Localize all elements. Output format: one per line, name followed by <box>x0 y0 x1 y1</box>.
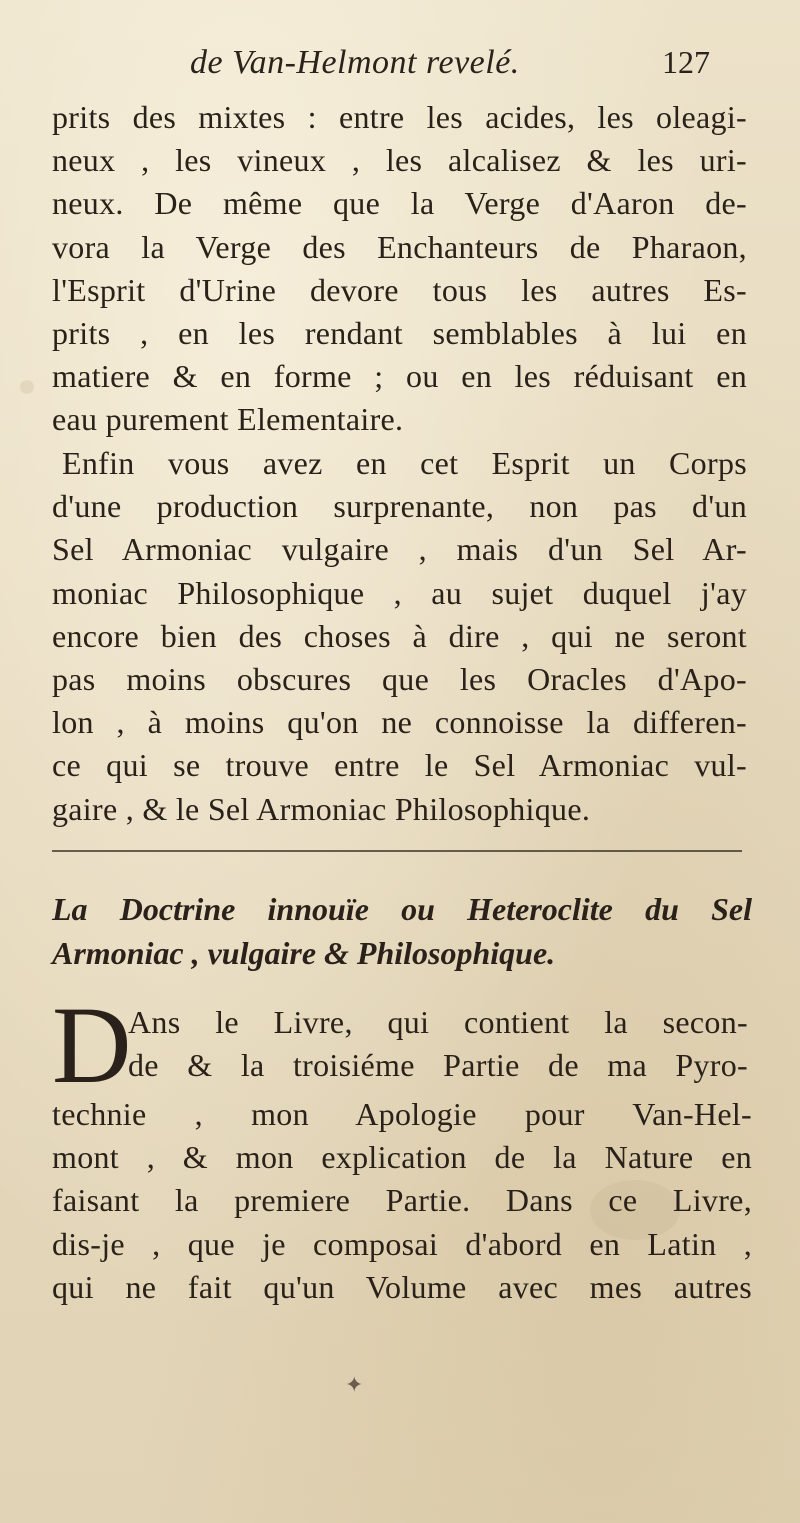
paragraph-3 <box>52 1093 752 1309</box>
text-line: l'Esprit d'Urine devore tous les autres Es- <box>52 271 747 308</box>
drop-cap: D <box>52 984 132 1106</box>
text-line: Sel Armoniac vulgaire , mais d'un Sel Ar- <box>52 531 747 568</box>
text-line: qui ne fait qu'un Volume avec mes autres <box>52 1268 752 1305</box>
page-header <box>190 44 710 90</box>
text-line: technie , mon Apologie pour Van-Hel- <box>52 1096 752 1132</box>
text-line: dis-je , que je composai d'abord en Latin , <box>52 1225 752 1262</box>
text-line: pas moins obscures que les Oracles d'Apo- <box>52 660 747 697</box>
text-line: encore bien des choses à dire , qui ne seront <box>52 617 747 654</box>
paragraph-2 <box>52 442 747 831</box>
text-line: moniac Philosophique , au sujet duquel j'ay <box>52 574 747 611</box>
text-line: ce qui se trouve entre le Sel Armoniac vul- <box>52 747 747 784</box>
paper-stain <box>20 380 34 394</box>
text-line: lon , à moins qu'on ne connoisse la differen- <box>52 704 747 741</box>
text-line: neux. De même que la Verge d'Aaron de- <box>52 185 747 222</box>
page-number: 127 <box>662 44 710 80</box>
text-line: mont , & mon explication de la Nature en <box>52 1139 752 1176</box>
text-line: neux , les vineux , les alcalisez & les uri- <box>52 142 747 179</box>
text-line: eau purement Elementaire. <box>52 401 404 438</box>
heading-line: Armoniac , vulgaire & Philosophique. <box>52 935 556 971</box>
running-title: de Van-Helmont revelé. <box>190 44 520 81</box>
text-line: prits des mixtes : entre les acides, les oleagi- <box>52 99 747 135</box>
text-line: de & la troisiéme Partie de ma Pyro- <box>128 1047 748 1084</box>
heading-line: La Doctrine innouïe ou Heteroclite du Sel <box>52 891 752 927</box>
text-line: prits , en les rendant semblables à lui en <box>52 314 747 351</box>
text-line: matiere & en forme ; ou en les réduisant en <box>52 358 747 395</box>
section-heading <box>52 887 752 975</box>
catchword-mark-icon: ✦ <box>345 1373 364 1398</box>
text-line: Ans le Livre, qui contient la secon- <box>128 1004 748 1040</box>
text-line: faisant la premiere Partie. Dans ce Livre, <box>52 1182 752 1219</box>
section-divider <box>52 850 742 852</box>
text-line: d'une production surprenante, non pas d'un <box>52 488 747 525</box>
paragraph-1 <box>52 96 747 442</box>
text-line: gaire , & le Sel Armoniac Philosophique. <box>52 790 591 827</box>
text-line: vora la Verge des Enchanteurs de Pharaon, <box>52 228 747 265</box>
text-line: Enfin vous avez en cet Esprit un Corps <box>62 445 747 481</box>
drop-cap-lines <box>128 1001 748 1087</box>
